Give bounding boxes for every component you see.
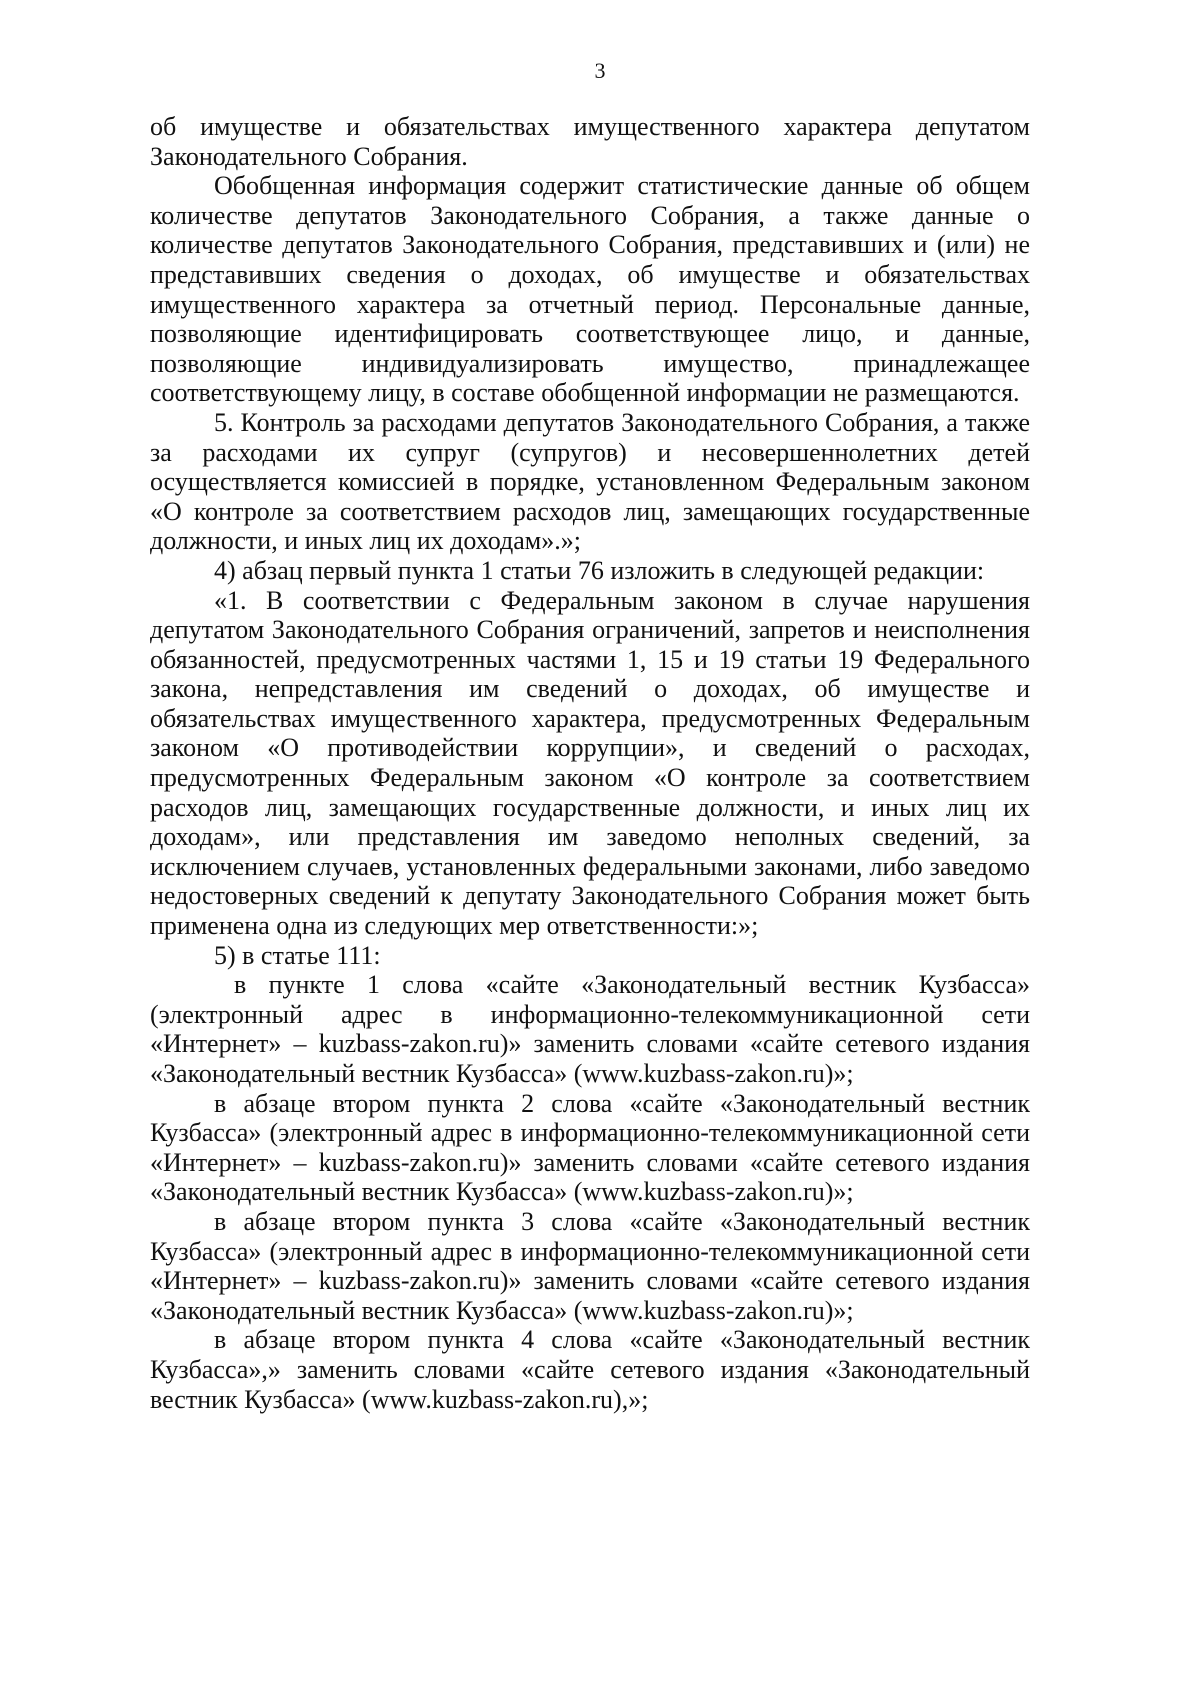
paragraph-amendment-5: 5) в статье 111: xyxy=(214,940,381,970)
paragraph-point-2: в абзаце втором пункта 2 слова «сайте «Законодательный вестник Кузбасса» (электронный адрес в информационно-телекоммуникационной сети «Интернет» – kuzbass-zakon.ru)» заменить словами «сайте сетевого издания «Законодательный вестник Кузбасса» (www.kuzbass-zakon.ru)»; xyxy=(150,1088,1030,1207)
paragraph-continuation: об имуществе и обязательствах имущественного характера депутатом Законодательного Собрания. xyxy=(150,112,1030,171)
paragraph-expense-control: 5. Контроль за расходами депутатов Законодательного Собрания, а также за расходами их супруг (супругов) и несовершеннолетних детей осуществляется комиссией в порядке, установленном Федеральным законом «О контроле за соответствием расходов лиц, замещающих государственные должности, и иных лиц их доходам».»; xyxy=(150,407,1030,556)
paragraph-point-4: в абзаце втором пункта 4 слова «сайте «Законодательный вестник Кузбасса»,» заменить словами «сайте сетевого издания «Законодательный вестник Кузбасса» (www.kuzbass-zakon.ru),»; xyxy=(150,1325,1030,1414)
paragraph-point-1: в пункте 1 слова «сайте «Законодательный вестник Кузбасса» (электронный адрес в информационно-телекоммуникационной сети «Интернет» – kuzbass-zakon.ru)» заменить словами «сайте сетевого издания «Законодательный вестник Кузбасса» (www.kuzbass-zakon.ru)»; xyxy=(150,970,1030,1088)
paragraph-article-76-text: «1. В соответствии с Федеральным законом в случае нарушения депутатом Законодательного Собрания ограничений, запретов и неисполнения обязанностей, предусмотренных частями 1, 15 и 19 статьи 19 Федерального закона, непредставления им сведений о доходах, об имуществе и обязательствах имущественного характера, предусмотренных Федеральным законом «О противодействии коррупции», и сведений о расходах, предусмотренных Федеральным законом «О контроле за соответствием расходов лиц, замещающих государственные должности, и иных лиц их доходам», или представления им заведомо неполных сведений, за исключением случаев, установленных федеральными законами, либо заведомо недостоверных сведений к депутату Законодательного Собрания может быть применена одна из следующих мер ответственности:»; xyxy=(150,585,1030,941)
page-number: 3 xyxy=(594,58,606,83)
paragraph-amendment-4: 4) абзац первый пункта 1 статьи 76 изложить в следующей редакции: xyxy=(214,555,985,585)
paragraph-point-3: в абзаце втором пункта 3 слова «сайте «Законодательный вестник Кузбасса» (электронный адрес в информационно-телекоммуникационной сети «Интернет» – kuzbass-zakon.ru)» заменить словами «сайте сетевого издания «Законодательный вестник Кузбасса» (www.kuzbass-zakon.ru)»; xyxy=(150,1206,1030,1325)
paragraph-generalized-info: Обобщенная информация содержит статистические данные об общем количестве депутатов Законодательного Собрания, а также данные о количестве депутатов Законодательного Собрания, представивших и (или) не представивших сведения о доходах, об имуществе и обязательствах имущественного характера за отчетный период. Персональные данные, позволяющие идентифицировать соответствующее лицо, и данные, позволяющие индивидуализировать имущество, принадлежащее соответствующему лицу, в составе обобщенной информации не размещаются. xyxy=(150,171,1030,408)
document-body xyxy=(150,112,1030,1414)
